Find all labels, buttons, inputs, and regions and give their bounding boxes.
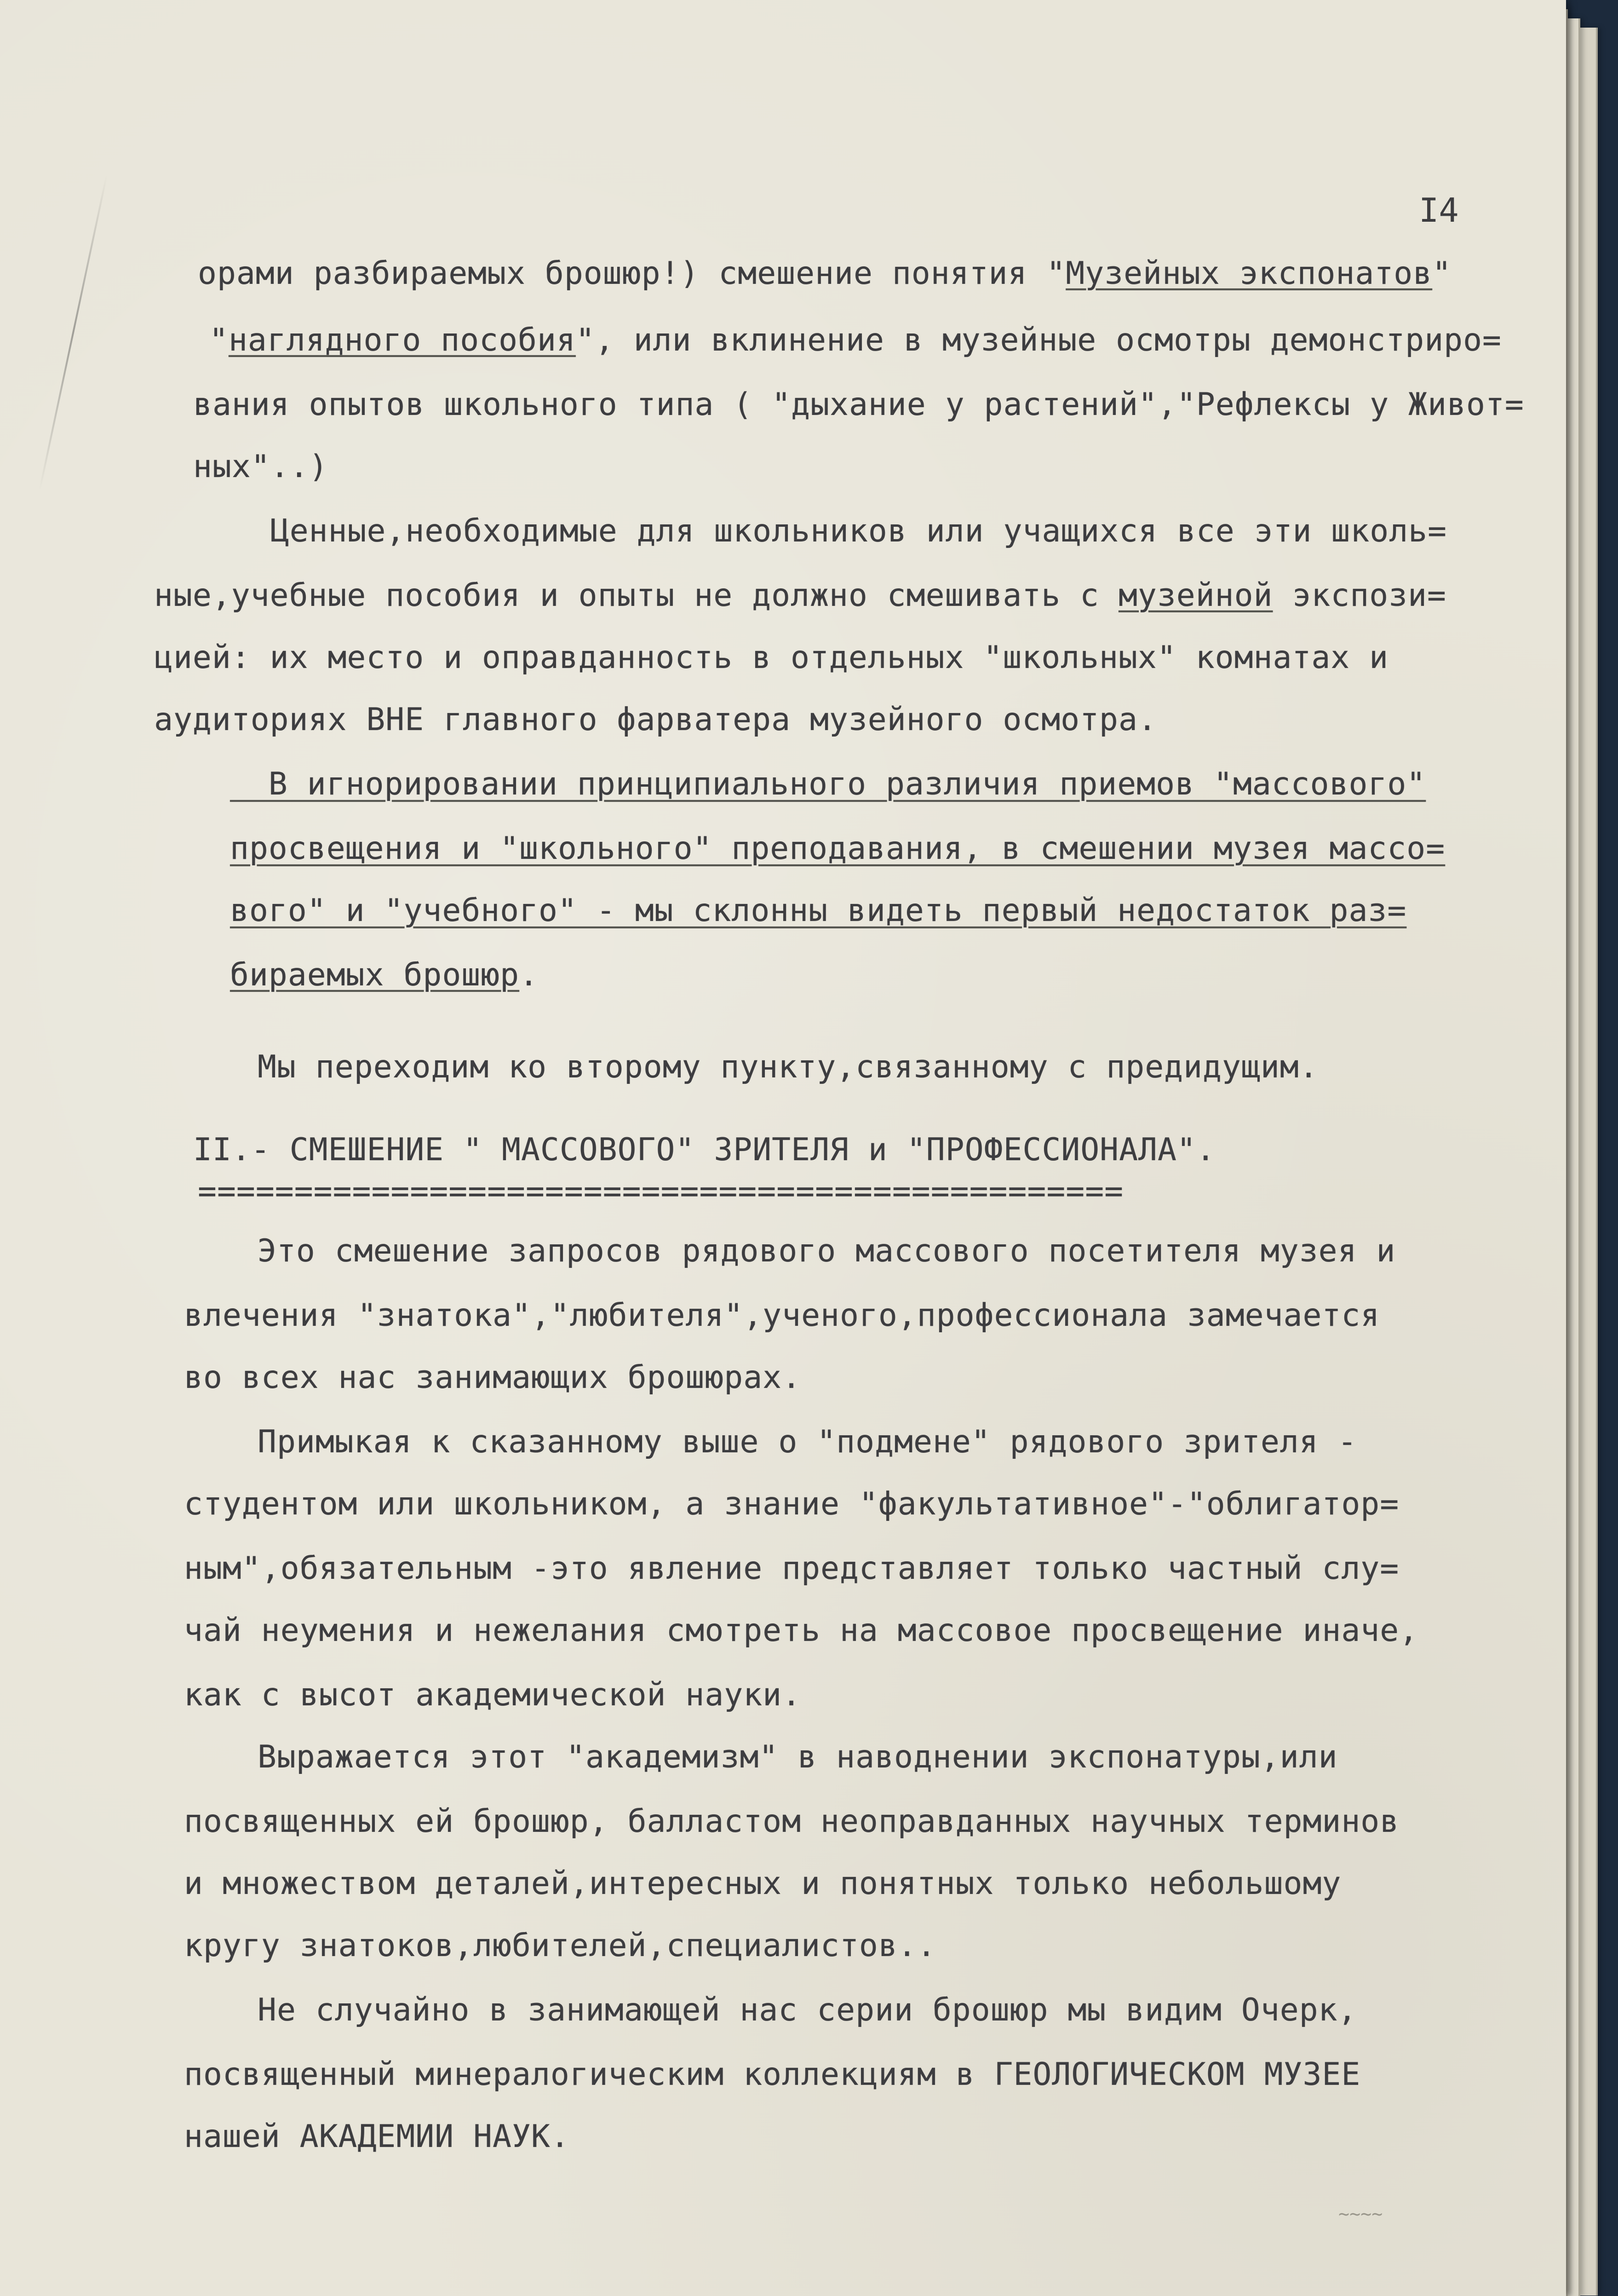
archive-stamp-mark: ~~~~ (1338, 2204, 1383, 2225)
line-text: Примыкая к сказанному выше о "подмене" рядового зрителя - (258, 1424, 1357, 1460)
line-text: вания опытов школьного типа ( "дыхание у растений","Рефлексы у Живот= (193, 386, 1524, 423)
line-text: во всех нас занимающих брошюрах. (184, 1359, 802, 1396)
line-text: студентом или школьником, а знание "факультативное"-"облигатор= (184, 1486, 1400, 1522)
text-line (184, 2118, 570, 2155)
pencil-margin-mark (39, 175, 107, 490)
text-line (230, 957, 539, 993)
text-line (198, 255, 1452, 292)
underlined-text: наглядного пособия (228, 322, 576, 358)
line-text: чай неумения и нежелания смотреть на массовое просвещение иначе, (184, 1612, 1419, 1649)
line-text: Ценные,необходимые для школьников или учащихся все эти школь= (193, 513, 1447, 549)
line-text: ", или вклинение в музейные осмотры демонстриро= (575, 322, 1502, 358)
line-text: ные,учебные пособия и опыты не должно смешивать с (154, 577, 1119, 614)
text-line (230, 892, 1406, 929)
line-text: II.- СМЕШЕНИЕ " МАССОВОГО" ЗРИТЕЛЯ и "ПРОФЕССИОНАЛА". (193, 1132, 1216, 1168)
text-line (184, 1550, 1399, 1587)
text-line (184, 1612, 1418, 1649)
line-text: Не случайно в занимающей нас серии брошюр мы видим Очерк, (258, 1992, 1357, 2028)
line-text: " (209, 322, 229, 358)
line-text: В игнорировании принципиального различия приемов "массового" (230, 766, 1426, 802)
line-text: ных"..) (193, 449, 328, 485)
text-line (193, 449, 328, 485)
underlined-text: Музейных экспонатов (1066, 255, 1433, 292)
text-line (154, 639, 1388, 676)
text-line (193, 386, 1524, 423)
text-line (193, 513, 1447, 549)
text-line (184, 2056, 1360, 2093)
line-text: как с высот академической науки. (184, 1677, 802, 1713)
line-text: посвященных ей брошюр, балластом неоправданных научных терминов (184, 1803, 1400, 1840)
line-text: ================================================ (198, 1173, 1124, 1209)
line-text: кругу знатоков,любителей,специалистов.. (184, 1928, 936, 1964)
line-text: нашей АКАДЕМИИ НАУК. (184, 2118, 570, 2155)
text-line (184, 1928, 936, 1964)
line-text: орами разбираемых брошюр!) смешение понятия " (198, 255, 1066, 292)
line-text: экспози= (1273, 577, 1446, 614)
text-line (258, 1739, 1338, 1775)
line-text: цией: их место и оправданность в отдельных "школьных" комнатах и (154, 639, 1389, 676)
page-number: I4 (1419, 191, 1459, 230)
text-line (198, 1173, 1124, 1209)
underlined-text: бираемых брошюр (230, 957, 520, 993)
text-line (209, 322, 1502, 358)
line-text: вого" и "учебного" - мы склонны видеть первый недостаток раз= (230, 892, 1407, 929)
text-line (184, 1486, 1399, 1522)
line-text: просвещения и "школьного" преподавания, в смешении музея массо= (230, 830, 1446, 867)
line-text: Это смешение запросов рядового массового посетителя музея и (258, 1233, 1396, 1269)
text-line (258, 1233, 1395, 1269)
line-text: " (1432, 255, 1452, 292)
text-line (154, 702, 1157, 738)
line-text: Выражается этот "академизм" в наводнении экспонатуры,или (258, 1739, 1338, 1775)
line-text: и множеством деталей,интересных и понятных только небольшому (184, 1865, 1342, 1902)
text-line (258, 1424, 1357, 1460)
text-line (193, 1132, 1216, 1168)
underlined-text: музейной (1118, 577, 1273, 614)
text-line (230, 766, 1426, 802)
text-line (230, 830, 1445, 867)
text-line (258, 1992, 1357, 2028)
text-line (184, 1803, 1399, 1840)
line-text: ным",обязательным -это явление представляет только частный слу= (184, 1550, 1400, 1587)
text-line (184, 1865, 1341, 1902)
line-text: Мы переходим ко второму пункту,связанному с предидущим. (258, 1049, 1319, 1085)
text-line (184, 1359, 801, 1396)
line-text: аудиториях ВНЕ главного фарватера музейного осмотра. (154, 702, 1157, 738)
line-text: посвященный минералогическим коллекциям в ГЕОЛОГИЧЕСКОМ МУЗЕЕ (184, 2056, 1361, 2093)
text-line (184, 1677, 801, 1713)
text-line (184, 1297, 1380, 1334)
line-text: влечения "знатока","любителя",ученого,профессионала замечается (184, 1297, 1380, 1334)
text-line (258, 1049, 1319, 1085)
text-line (154, 577, 1446, 614)
line-text: . (519, 957, 539, 993)
